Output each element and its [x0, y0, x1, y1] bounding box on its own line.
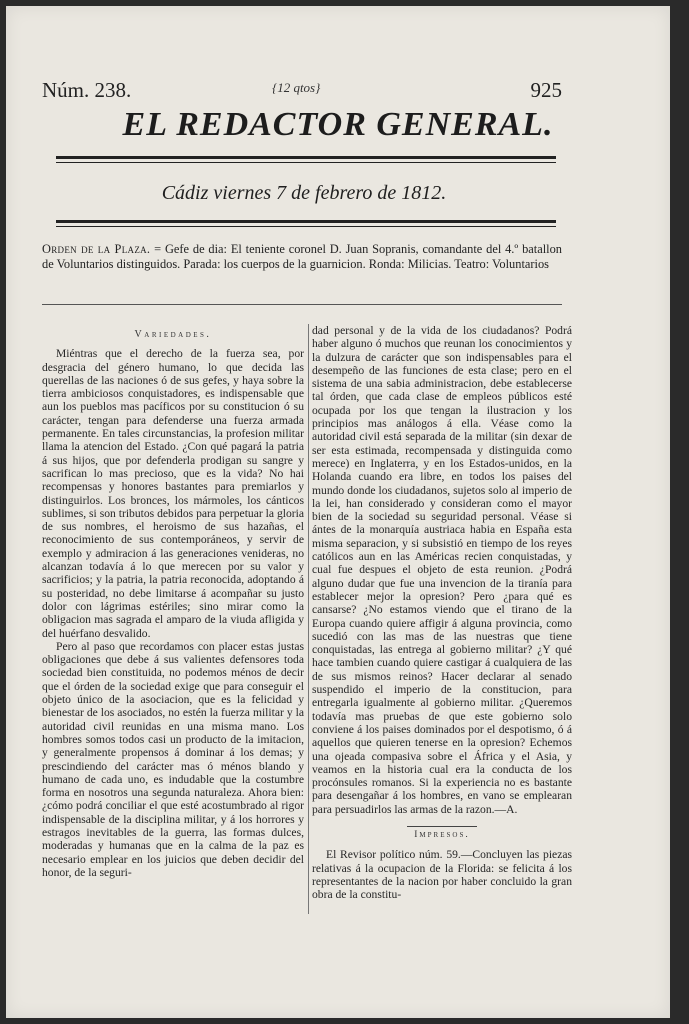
- page-number: 925: [530, 78, 562, 102]
- date-rule-thin: [56, 226, 556, 227]
- date-rule-thick: [56, 220, 556, 223]
- variedades-paragraph-3: dad personal y de la vida de los ciudadanos? Podrá haber alguno ó muchos que reunan los conocimientos y la dulzura de carácter que son indispensables para el desempeño de las funciones de esta clase; pero en el sistema de una sabia administracion, debe establecerse tal órden, que cada clase de empleos públicos esté ocupada por los que tengan la ilustracion y los principios mas análogos á ella. Véase como la autoridad civil está separada de la militar (sin dexar de ser esta estimada, recompensada y distinguida como merece) en Inglaterra, y en los Estados-unidos, en la Holanda cuando era libre, en todos los paises del mundo donde los ciudadanos, sujetos solo al imperio de la lei, han considerado y consideran como el mayor bien de la sociedad su seguridad personal. Véase si ántes de la monarquía austriaca habia en España esta misma separacion, y si subsistió en tiempo de los reyes católicos aun en las Américas recien conquistadas, y cual fue despues el objeto de esta reunion. ¿Podrá alguno dudar que fue una invencion de la tiranía para establecer mejor la opresion? Pero ¿para qué es cansarse? ¿No estamos viendo que el tirano de la Europa cuando quiere affigir á alguna provincia, como sucedió con las mas de las nuestras que tiene conquistadas, las entrega al gobierno militar? ¿Y qué hace tambien cuando quiere castigar á cualquiera de las de sus mismos reinos? Hacer declarar al senado suspendido el imperio de la constitucion, para entregarla igualmente al gobierno militar. ¿Queremos todavía mas pruebas de que este gobierno solo conviene á los paises dominados por el despotismo, ó á aquellos que quieren tenerse en la opresion? Echemos una ojeada compasiva sobre el África y el Asia, y veamos en la historia cual era la conducta de los procónsules romanos. Si la experiencia no es bastante para desengañar á los hombres, en vano se emplearan para persuadirlos las armas de la razon.—A.: [312, 324, 572, 816]
- title-rule-thin: [56, 162, 556, 163]
- impresos-heading: Impresos.: [414, 829, 470, 840]
- masthead-top-line: [42, 78, 562, 102]
- orden-text: = Gefe de dia: El teniente coronel D. Juan Sopranis, comandante del 4.º batallon de Voluntarios distinguidos. Parada: los cuerpos de la guarnicion. Ronda: Milicias. Teatro: Voluntarios: [42, 242, 562, 272]
- newspaper-title: EL REDACTOR GENERAL.: [122, 106, 554, 143]
- column-divider: [308, 324, 309, 914]
- newspaper-page: [6, 6, 670, 1018]
- impresos-text: El Revisor político núm. 59.—Concluyen las piezas relativas á la ocupacion de la Florida: se felicita á los representantes de la nacion por haber concluido la gran obra de la constitu-: [312, 848, 572, 902]
- variedades-paragraph-1: Miéntras que el derecho de la fuerza sea, por desgracia del género humano, lo que decida las querellas de las naciones ó de sus gefes, y haya sobre la tierra ambiciosos conquistadores, es indispensable que aun los pueblos mas pacíficos por su constitucion ó su carácter, tengan para defenderse una fuerza armada permanente. En tales circunstancias, la profesion militar llama la atencion del Estado. ¿Con qué pagará la patria á sus hijos, que por defenderla prodigan su sangre y sacrifican lo mas precioso, que es la vida? No hai recompensas y honores bastantes para premiarlos y distinguirlos. Los bronces, los mármoles, los cánticos sublimes, si son tributos debidos para perpetuar la gloria de sus nombres, el heroismo de sus hazañas, el reconocimiento de sus contemporáneos, y servir de exemplo y admiracion á las generaciones venideras, no alcanzan todavía á lo que merecen por su valor y sacrificios; y la patria, la patria reconocida, adoptando á su posteridad, no debe limitarse á acompañar su justo dolor con lágrimas estériles; sino mirar como la obligacion mas sagrada el amparo de la viuda afligida y del huérfano desvalido.: [42, 347, 304, 640]
- section-rule: [42, 304, 562, 305]
- variedades-heading: Variedades.: [134, 329, 212, 340]
- column-right: [312, 324, 572, 901]
- orden-de-la-plaza: [42, 242, 562, 272]
- issue-number: Núm. 238.: [42, 78, 132, 102]
- title-rule-thick: [56, 156, 556, 159]
- issue-date: Cádiz viernes 7 de febrero de 1812.: [161, 182, 447, 204]
- issue-price: {12 qtos}: [272, 80, 321, 95]
- orden-label: Orden de la Plaza.: [42, 242, 151, 256]
- variedades-paragraph-2: Pero al paso que recordamos con placer estas justas obligaciones que debe á sus valientes defensores toda sociedad bien constituida, no podemos ménos de decir que el órden de la sociedad exige que para conseguir el objeto único de la asociacion, que es la felicidad y bienestar de los asociados, no estén la fuerza militar y la autoridad civil reunidas en una misma mano. Los hombres somos todos casi un producto de la imitacion, y generalmente propensos á dominar á los demas; y prescindiendo del carácter mas ó ménos blando y humano de cada uno, es indudable que la costumbre forma en nosotros una segunda naturaleza. Ahora bien: ¿cómo podrá conciliar el que esté acostumbrado al rigor indispensable de la disciplina militar, y á los horrores y estragos inevitables de la guerra, las formas dulces, moderadas y humanas que en la calma de la paz es necesario emplear en los juicios que deben decidir del honor, de la seguri-: [42, 639, 304, 879]
- impresos-separator: [407, 826, 477, 827]
- column-left: [42, 324, 304, 879]
